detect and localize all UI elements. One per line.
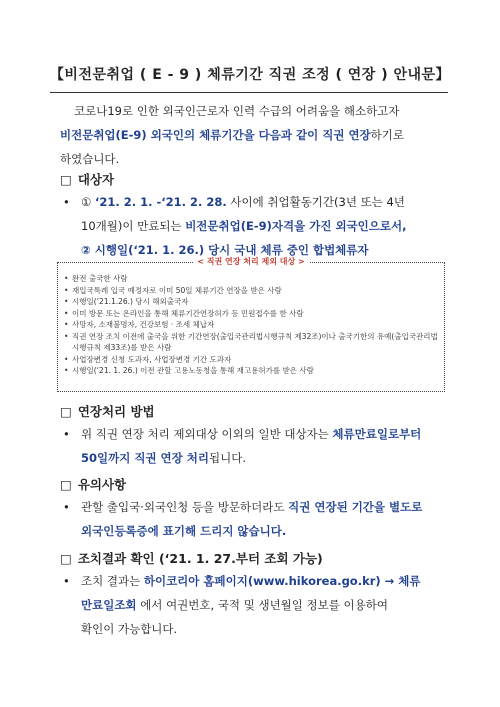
method-highlight-a: 체류만료일로부터	[332, 427, 422, 441]
item1-text-a: 사이에 취업활동기간(3년 또는 4년	[226, 195, 405, 209]
section-title: 연장처리 방법	[77, 404, 155, 419]
result-highlight-b: 만료일조회	[81, 598, 137, 612]
method-text-a: 위 직권 연장 처리 제외대상 이외의 일반 대상자는	[81, 427, 333, 441]
exclusion-box	[57, 257, 445, 392]
list-item: • 시행일(‘21. 1. 26.) 이전 관할 고용노동청을 통해 재고용허가를 받은 사람	[64, 365, 440, 377]
targets-text	[81, 190, 450, 262]
intro-line-1: 코로나19로 인한 외국인근로자 인력 수급의 어려움을 해소하고자	[74, 104, 400, 118]
result-text	[81, 569, 450, 641]
list-item: • 이미 방문 또는 온라인을 통해 체류기간연장허가 등 민원접수를 한 사람	[64, 308, 440, 320]
section-title: 대상자	[77, 172, 115, 187]
item1-date: ‘21. 2. 1. -‘21. 2. 28.	[94, 195, 227, 209]
section-marker: □	[60, 551, 72, 566]
section-heading-method	[60, 402, 155, 420]
intro-line-2	[60, 123, 448, 147]
item1-highlight: 비전문취업(E-9)자격을 가진 외국인	[185, 219, 369, 233]
bullet-icon: •	[63, 195, 70, 209]
method-text	[81, 422, 450, 470]
list-item: • 재입국특례 입국 예정자로 이미 50일 체류기간 연장을 받은 사람	[64, 285, 440, 297]
bullet-icon: •	[63, 574, 70, 588]
intro-line-3: 하였습니다.	[60, 152, 120, 166]
section-marker: □	[60, 477, 72, 492]
result-bullet	[63, 569, 450, 641]
item2: ② 시행일(‘21. 1. 26.) 당시 국내 체류 중인 합법체류자	[81, 243, 369, 257]
bullet-icon: •	[63, 500, 70, 514]
notes-bullet	[63, 495, 450, 543]
method-bullet	[63, 422, 450, 470]
item1-text-b: 10개월)이 만료되는	[81, 219, 186, 233]
section-title: 조치결과 확인 (‘21. 1. 27.부터 조회 가능)	[77, 551, 323, 566]
intro-line-2-tail: 하기로	[370, 128, 404, 142]
section-marker: □	[60, 172, 72, 187]
result-text-a: 조치 결과는	[81, 574, 144, 588]
page-title: 【비전문취업 ( E - 9 ) 체류기간 직권 조정 ( 연장 ) 안내문】	[49, 67, 451, 83]
section-marker: □	[60, 404, 72, 419]
intro-paragraph	[60, 99, 448, 171]
list-item: • 사망자, 소재불명자, 건강보험 · 조세 체납자	[64, 319, 440, 331]
section-heading-targets	[60, 170, 114, 188]
result-text-c: 확인이 가능합니다.	[81, 622, 178, 636]
method-highlight-b: 50일까지 직권 연장 처리	[81, 451, 209, 465]
notes-text-a: 관할 출입국·외국인청 등을 방문하더라도	[81, 500, 289, 514]
notes-highlight-b: 외국인등록증에 표기해 드리지 않습니다.	[81, 524, 287, 538]
targets-bullet	[63, 190, 450, 262]
list-item: • 사업장변경 신청 도과자, 사업장변경 기간 도과자	[64, 354, 440, 366]
list-item: • 시행일(‘21.1.26.) 당시 해외출국자	[64, 296, 440, 308]
result-text-b: 에서 여권번호, 국적 및 생년월일 정보를 이용하여	[136, 598, 388, 612]
item1-num: ①	[81, 195, 92, 209]
exclusion-box-title: < 직권 연장 처리 제외 대상 >	[58, 256, 444, 267]
exclusion-list	[58, 263, 444, 377]
section-title: 유의사항	[77, 477, 127, 492]
notes-text	[81, 495, 450, 543]
list-item: • 직권 연장 조치 이전에 출국을 위한 기간연장(출입국관리법시행규칙 제32조)이나 출국기한의 유예(출입국관리법시행규칙 제33조)를 받은 사람	[64, 331, 440, 354]
intro-highlight: 비전문취업(E-9) 외국인의 체류기간을 다음과 같이 직권 연장	[60, 128, 371, 142]
hikorea-link[interactable]: 하이코리아 홈페이지(www.hikorea.go.kr) → 체류	[143, 574, 421, 588]
item1-tail: 으로서,	[368, 219, 407, 233]
title-divider	[50, 92, 448, 93]
section-heading-result	[60, 549, 323, 567]
notes-highlight-a: 직권 연장된 기간을 별도로	[288, 500, 423, 514]
bullet-icon: •	[63, 427, 70, 441]
list-item: • 완전 출국한 사람	[64, 273, 440, 285]
section-heading-notes	[60, 475, 126, 493]
method-tail: 됩니다.	[209, 451, 246, 465]
